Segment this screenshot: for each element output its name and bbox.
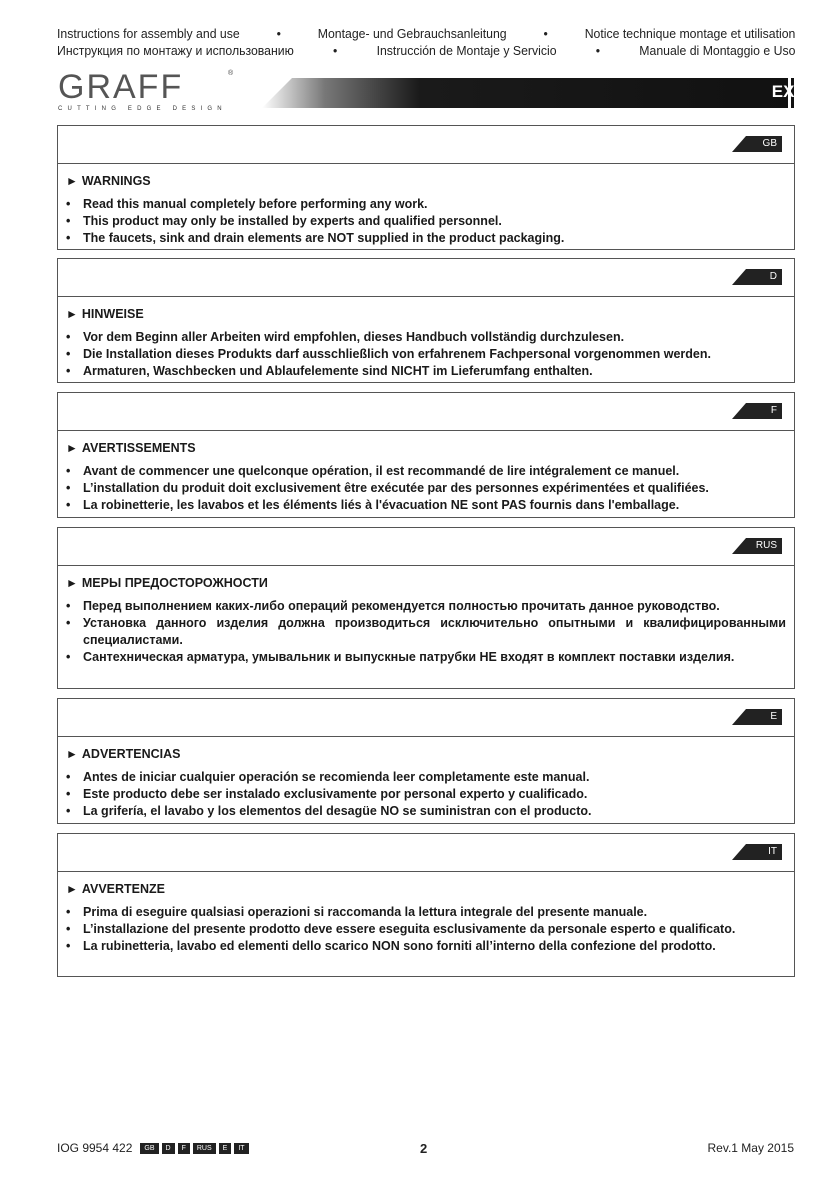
logo-registered-mark: ® [228, 70, 234, 77]
footer-language-tags [140, 1143, 248, 1154]
list-item: • La rubinetteria, lavabo ed elementi dello scarico NON sono forniti all’interno della confezione del prodotto. [66, 938, 786, 955]
header-separator: • [595, 43, 601, 58]
section-header [58, 393, 794, 431]
warnings-section-gb [57, 125, 795, 250]
list-item: • Este producto debe ser instalado exclusivamente por personal experto y cualificado. [66, 786, 786, 803]
list-item: • Avant de commencer une quelconque opération, il est recommandé de lire intégralement ce manuel. [66, 463, 786, 480]
section-header [58, 259, 794, 297]
product-banner [262, 78, 796, 108]
section-title: ► HINWEISE [66, 307, 144, 321]
language-tag-e: E [732, 709, 782, 725]
header-separator: • [333, 43, 338, 58]
warnings-section-rus [57, 527, 795, 689]
warnings-section-f [57, 392, 795, 518]
revision-date: Rev.1 May 2015 [707, 1141, 794, 1155]
list-item: • This product may only be installed by experts and qualified personnel. [66, 213, 786, 230]
language-tag-d: D [732, 269, 782, 285]
section-header [58, 528, 794, 566]
list-item: • Сантехническая арматура, умывальник и выпускные патрубки НЕ входят в комплект поставки изделия. [66, 649, 786, 666]
warnings-section-d [57, 258, 795, 383]
mini-tag: F [178, 1143, 190, 1154]
warning-list [58, 769, 794, 820]
language-tag-f: F [732, 403, 782, 419]
list-item: • Antes de iniciar cualquier operación se recomienda leer completamente este manual. [66, 769, 786, 786]
warning-list [58, 598, 794, 666]
list-item: • Armaturen, Waschbecken und Ablaufelemente sind NICHT im Lieferumfang enthalten. [66, 363, 786, 380]
warnings-section-it [57, 833, 795, 977]
list-item: • La grifería, el lavabo y los elementos del desagüe NO se suministran con el producto. [66, 803, 786, 820]
section-title: ► AVERTISSEMENTS [66, 441, 196, 455]
mini-tag: IT [234, 1143, 248, 1154]
header-text: Instructions for assembly and use [57, 26, 240, 41]
list-item: • Перед выполнением каких-либо операций рекомендуется полностью прочитать данное руководство. [66, 598, 786, 615]
language-tag-it: IT [732, 844, 782, 860]
section-title: ► WARNINGS [66, 174, 151, 188]
header-text: Notice technique montage et utilisation [584, 26, 796, 41]
section-header [58, 834, 794, 872]
list-item: • The faucets, sink and drain elements are NOT supplied in the product packaging. [66, 230, 786, 247]
product-name: EXPO [771, 82, 819, 101]
page-number: 2 [420, 1141, 428, 1156]
list-item: • Prima di eseguire qualsiasi operazioni si raccomanda la lettura integrale del presente manuale. [66, 904, 786, 921]
mini-tag: E [219, 1143, 232, 1154]
header-languages-line-1 [57, 26, 795, 41]
section-header [58, 126, 794, 164]
section-title: ► МЕРЫ ПРЕДОСТОРОЖНОСТИ [66, 576, 268, 590]
header-text: Montage- und Gebrauchsanleitung [317, 26, 507, 41]
warning-list [58, 329, 794, 380]
warnings-section-e [57, 698, 795, 824]
mini-tag: GB [140, 1143, 158, 1154]
list-item: • Vor dem Beginn aller Arbeiten wird empfohlen, dieses Handbuch vollständig durchzulesen. [66, 329, 786, 346]
document-code: IOG 9954 422 [57, 1141, 133, 1155]
logo-tagline: CUTTING EDGE DESIGN [58, 106, 227, 112]
list-item: • L’installazione del presente prodotto deve essere eseguita esclusivamente da personale esperto e qualificato. [66, 921, 786, 938]
section-title: ► AVVERTENZE [66, 882, 166, 896]
list-item: • La robinetterie, les lavabos et les éléments liés à l'évacuation NE sont PAS fournis dans l'emballage. [66, 497, 786, 514]
header-text: Instrucción de Montaje y Servicio [376, 43, 557, 58]
list-item: • Установка данного изделия должна производиться исключительно опытными и квалифицированными специалистами. [66, 615, 786, 649]
graff-logo [58, 70, 258, 114]
mini-tag: D [162, 1143, 175, 1154]
list-item: • Die Installation dieses Produkts darf ausschließlich von erfahrenem Fachpersonal vorgenommen werden. [66, 346, 786, 363]
warning-list [58, 463, 794, 514]
language-tag-rus: RUS [732, 538, 782, 554]
header-text: Manuale di Montaggio e Uso [639, 43, 796, 58]
header-separator: • [276, 26, 281, 41]
header-separator: • [543, 26, 548, 41]
logo-wordmark: GRAFF [58, 68, 184, 106]
section-title: ► ADVERTENCIAS [66, 747, 181, 761]
list-item: • Read this manual completely before performing any work. [66, 196, 786, 213]
warning-list [58, 196, 794, 247]
warning-list [58, 904, 794, 955]
mini-tag: RUS [193, 1143, 216, 1154]
language-tag-gb: GB [732, 136, 782, 152]
footer-doc-info [57, 1141, 249, 1155]
section-header [58, 699, 794, 737]
header-text: Инструкция по монтажу и использованию [57, 43, 294, 58]
list-item: • L’installation du produit doit exclusivement être exécutée par des personnes expérimentées et qualifiées. [66, 480, 786, 497]
header-languages-line-2 [57, 43, 795, 58]
